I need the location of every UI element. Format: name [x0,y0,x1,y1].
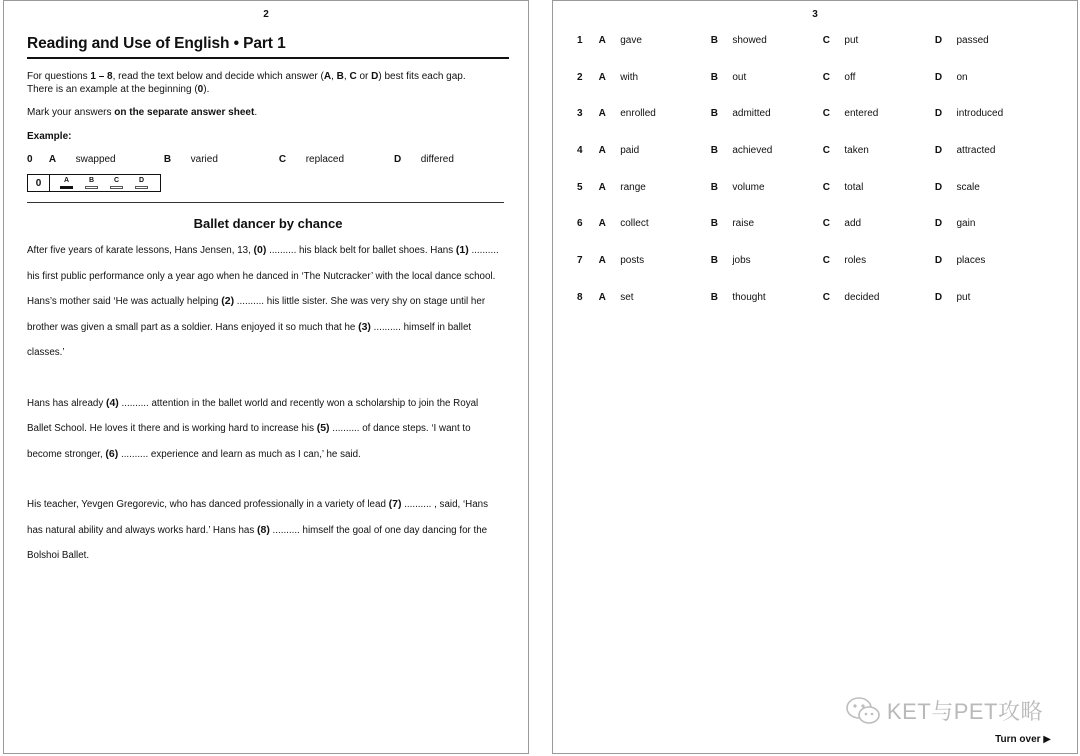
page-2 [3,0,529,754]
option-word: collect [620,218,649,230]
option-word: decided [844,291,880,303]
option-word: attracted [956,145,996,157]
gap-number: (7) [388,498,402,510]
lozenge-bar-filled [60,186,73,189]
option-letter: B [710,35,718,46]
gap-number: (6) [105,447,119,460]
text-run: .......... himself the goal of one day dancing for the Bolshoi Ballet. [27,524,488,561]
option-letter: C [822,35,831,46]
answer-lozenges [58,177,150,189]
option-letter: B [710,71,718,83]
option-word: jobs [732,255,751,267]
text-run: After five years of karate lessons, Hans Jensen, 13, [27,245,254,256]
question-row [577,108,1047,145]
example-row [27,154,509,165]
instr-letter-d: D [371,71,379,82]
lozenge-label: C [113,177,120,184]
lozenge-bar [135,186,148,189]
question-number: 1 [577,35,583,46]
option-letter: B [710,181,718,193]
question-number: 6 [577,218,583,230]
gap-number: (2) [221,295,235,307]
page-3 [552,0,1078,754]
example-answer-box [27,174,161,192]
text-run: .......... attention in the ballet world and recently won a scholarship to join the Royal Ballet School. He loves it there and is working hard to increase his [27,397,479,434]
question-number: 4 [577,145,583,157]
page-number: 2 [263,9,269,20]
option-word: differed [420,154,454,165]
option-letter: A [598,71,606,83]
option-letter: A [598,35,606,46]
instr-text: For questions [27,71,91,82]
option-word: with [620,71,639,83]
mark-instruction [27,107,509,118]
option-word: entered [844,108,879,120]
text-title: Ballet dancer by chance [193,216,343,231]
option-word: places [956,255,986,267]
question-number: 7 [577,255,583,267]
mark-text: . [254,107,258,118]
option-letter: D [934,181,943,193]
instr-letter-a: A [323,71,332,82]
option-word: gain [956,218,976,230]
question-number: 5 [577,181,583,193]
lozenge-a [58,177,75,189]
gap-number: (8) [256,523,270,536]
option-letter: A [598,255,606,267]
text-run: .......... his first public performance only a year ago when he danced in ‘The Nutcracker’ with the local dance school. Hans’s mother said ‘He was actually helping [27,245,499,307]
lozenge-bar [110,186,123,189]
mark-bold: on the separate answer sheet [114,107,255,118]
instr-range: 1 – 8 [90,71,113,82]
option-word: swapped [75,154,116,165]
mark-text: Mark your answers [27,107,115,118]
instr-zero: 0 [197,84,204,95]
option-letter: B [710,108,718,120]
instr-letter-b: B [336,71,344,82]
example-box-number: 0 [28,174,50,192]
question-row [577,35,1047,72]
instr-text: ). [203,84,210,95]
option-letter: D [934,255,943,267]
option-letter: D [393,154,402,165]
lozenge-label: D [138,177,145,184]
text-run: His teacher, Yevgen Gregorevic, who has danced professionally in a variety of lead [27,499,389,510]
option-letter: D [934,218,943,230]
option-letter: C [822,291,831,303]
option-word: out [732,71,747,83]
option-word: volume [732,181,765,193]
option-letter: D [934,35,943,46]
instr-letter-c: C [349,71,357,82]
option-word: gave [620,35,642,46]
instructions [27,70,509,96]
turn-over-label: Turn over ▶ [995,734,1051,745]
option-word: on [956,71,968,83]
gap-number: (3) [358,320,371,333]
question-row [577,182,1047,219]
option-word: varied [190,154,218,165]
option-word: enrolled [620,108,656,120]
option-word: achieved [732,145,773,157]
text-run: .......... experience and learn as much as I can,’ he said. [118,448,361,460]
option-letter: C [822,218,831,230]
option-letter: D [934,108,943,120]
option-word: add [844,218,862,230]
paragraph-1 [27,238,504,366]
option-word: set [620,291,634,303]
question-row [577,72,1047,109]
instr-or: or [356,71,372,82]
option-word: introduced [956,108,1004,120]
gap-number: (1) [455,244,469,256]
question-row [577,218,1047,255]
page-number: 3 [812,9,818,20]
option-letter: B [710,291,718,303]
option-letter: C [822,71,831,83]
gap-number: (5) [316,422,330,434]
text-run: .......... his little sister. She was very shy on stage until her brother was given a small part as a soldier. Hans enjoyed it so much that he [27,296,486,333]
lozenge-label: B [88,177,95,184]
option-letter: A [598,291,606,303]
watermark-text: KET与PET攻略 [886,699,1043,724]
option-letter: C [822,108,831,120]
option-word: passed [956,35,989,46]
option-word: paid [620,145,640,157]
option-word: taken [844,145,869,157]
option-letter: D [934,145,943,157]
gap-number: (0) [253,244,267,256]
option-word: put [844,35,859,46]
paragraph-3 [27,492,504,569]
question-number: 3 [577,108,583,120]
option-word: roles [844,255,867,267]
instr-text: There is an example at the beginning ( [27,84,198,95]
option-letter: B [710,255,718,267]
question-row [577,145,1047,182]
option-word: raise [732,218,755,230]
option-letter: A [598,145,606,157]
option-word: off [844,71,856,83]
watermark [845,695,1043,726]
example-heading: Example: [27,131,72,142]
option-word: put [956,291,971,303]
option-word: posts [620,255,645,267]
gap-number: (4) [105,396,119,409]
left-page-content [27,35,509,569]
option-word: range [620,181,646,193]
lozenge-c [108,177,125,189]
option-letter: C [822,145,831,157]
part-title: Reading and Use of English • Part 1 [27,35,509,59]
paragraph-2 [27,391,504,468]
lozenge-b [83,177,100,189]
option-letter: B [710,218,718,230]
question-number: 2 [577,71,583,83]
section-divider [27,202,504,203]
question-list [577,35,1047,329]
example-number: 0 [27,154,33,165]
text-run: .......... , said, ‘Hans has natural ability and always works hard.’ Hans has [27,499,489,536]
text-run: .......... of dance steps. ‘I want to become stronger, [27,423,471,460]
option-word: replaced [305,154,345,165]
option-letter: C [822,255,831,267]
option-letter: A [598,108,606,120]
option-letter: A [598,218,606,230]
lozenge-label: A [63,177,70,184]
instr-comma: , [343,71,350,82]
text-run: .......... himself in ballet classes.’ [27,321,472,358]
instr-text: , read the text below and decide which answer ( [112,71,324,82]
option-letter: D [934,71,943,83]
question-row [577,255,1047,292]
option-word: showed [732,35,767,46]
option-word: total [844,181,864,193]
chat-bubbles-icon [845,696,881,726]
question-number: 8 [577,291,583,303]
instr-text: ) best fits each gap. [378,71,466,82]
text-run: Hans has already [27,397,106,409]
instr-comma: , [331,71,337,82]
option-letter: A [48,154,57,165]
option-letter: B [710,145,718,157]
option-word: scale [956,181,980,193]
question-row [577,292,1047,329]
lozenge-d [133,177,150,189]
option-word: admitted [732,108,771,120]
option-letter: C [278,154,287,165]
option-word: thought [732,291,766,303]
option-letter: D [934,291,943,303]
option-letter: C [822,181,831,193]
text-run: .......... his black belt for ballet shoes. Hans [266,245,456,256]
option-letter: A [598,181,606,193]
option-letter: B [163,154,172,165]
lozenge-bar [85,186,98,189]
